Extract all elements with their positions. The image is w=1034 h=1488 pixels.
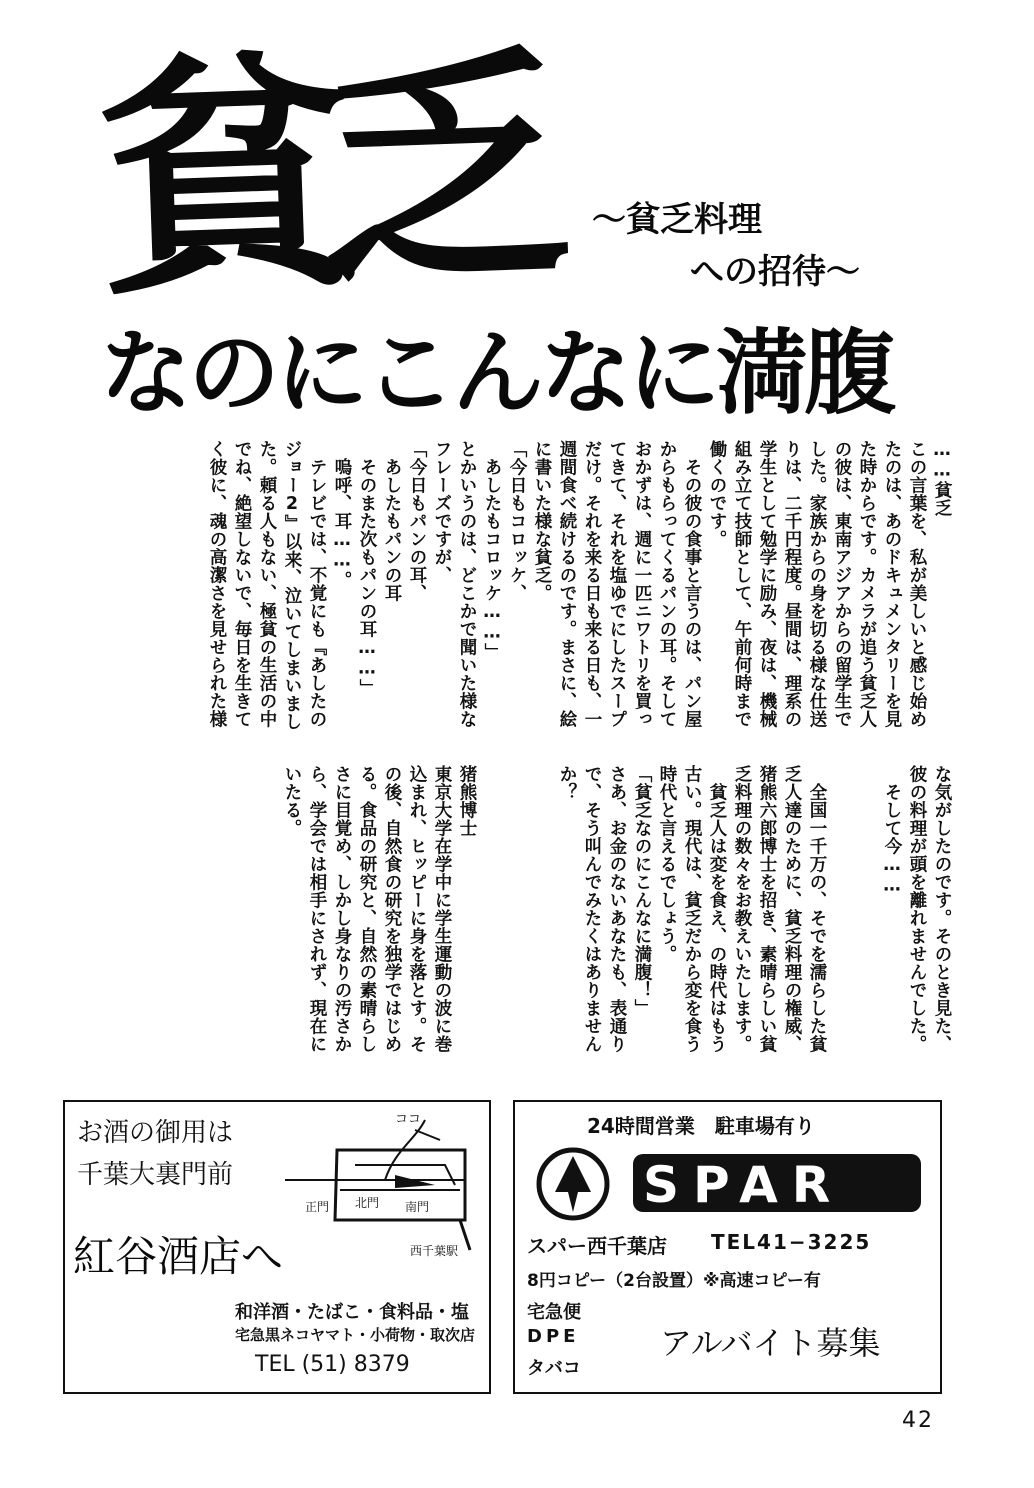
ad-left-tel: TEL (51) 8379 bbox=[255, 1352, 410, 1377]
ad-right-recruit: アルバイト募集 bbox=[660, 1324, 881, 1362]
headline: なのにこんなに満腹 bbox=[100, 319, 893, 427]
ad-left-goods2: 宅急黒ネコヤマト・小荷物・取次店 bbox=[235, 1326, 476, 1344]
ad-left-goods1: 和洋酒・たばこ・食料品・塩 bbox=[235, 1302, 469, 1323]
spar-brand: SPAR bbox=[643, 1156, 845, 1214]
map-gate-north: 北門 bbox=[355, 1196, 380, 1210]
ad-left-line1: お酒の御用は bbox=[77, 1118, 234, 1148]
article-lower: な気がしたのです。そのとき見た、彼の料理が頭を離れませんでした。 そして今…… 全国一千万の、そでを濡らした貧乏人達のために、貧乏料理の権威、猪熊六郎博士を招き、素晴らしい貧乏料理の数々をお教えいたします。 貧乏人は変を食え、の時代はもう古い。現代は、貧乏だから変を食う時代と言えるでしょう。 「貧乏なのにこんなに満腹！」 さあ、お金のないあなたも、表通りで、そう叫んでみたくはありませんか？ 猪熊博士 東京大学在学中に学生運動の波に巻込まれ、ヒッピーに身を落とす。その後、自然食の研究を独学ではじめる。食品の研究と、自然の素晴らしさに目覚め、しかし身なりの汚さから、学会では相手にされず、現在にいたる。 bbox=[282, 765, 952, 1053]
ad-right-store: スパー西千葉店 bbox=[527, 1234, 667, 1258]
map-gate-main: 正門 bbox=[305, 1200, 330, 1214]
title-main: 貧乏 bbox=[95, 20, 545, 330]
spar-logo-icon bbox=[535, 1146, 611, 1222]
spar-brand-box bbox=[633, 1154, 921, 1212]
page-number: 42 bbox=[902, 1408, 934, 1433]
ad-right-service3: タバコ bbox=[527, 1358, 581, 1379]
subtitle-line2: への招待～ bbox=[690, 252, 860, 292]
article-upper: ……貧乏 この言葉を、私が美しいと感じ始めたのは、あのドキュメンタリーを見た時からです。カメラが追う貧乏人の彼は、東南アジアからの留学生でした。家族からの身を切る様な仕送りは、二千円程度。昼間は、理系の学生として勉学に励み、夜は、機械組み立て技師として、午前何時まで働くのです。 その彼の食事と言うのは、パン屋からもらってくるパンの耳。そしておかずは、週に一匹ニワトリを買ってきて、それを塩ゆでにしたスープだけ。それを来る日も来る日も、一週間食べ続けるのです。まさに、絵に書いた様な貧乏。 「今日もコロッケ、 あしたもコロッケ……」 とかいうのは、どこかで聞いた様なフレーズですが、 「今日もパンの耳、 あしたもパンの耳 そのまた次もパンの耳……」 嗚呼、耳……。 テレビでは、不覚にも『あしたのジョー2』以来、泣いてしまいました。頼る人もない、極貧の生活の中でね、絶望しないで、毎日を生きてく彼に、魂の高潔さを見せられた様 bbox=[207, 440, 952, 731]
ad-left-line2: 千葉大裏門前 bbox=[77, 1160, 234, 1190]
ad-spar-store bbox=[513, 1100, 942, 1394]
map-station: 西千葉駅 bbox=[410, 1244, 459, 1258]
map-label-here: ココ bbox=[395, 1112, 422, 1127]
ad-right-hours: 24時間営業 駐車場有り bbox=[587, 1114, 815, 1138]
shop-name: 紅谷酒店へ bbox=[73, 1232, 284, 1281]
ad-right-service1: 宅急便 bbox=[527, 1302, 581, 1323]
ad-right-tel: TEL41−3225 bbox=[711, 1230, 872, 1254]
campus-map bbox=[265, 1110, 485, 1260]
ad-right-service2: DPE bbox=[527, 1326, 580, 1347]
ad-right-copy: 8円コピー（2台設置）※高速コピー有 bbox=[527, 1271, 821, 1291]
map-gate-south: 南門 bbox=[405, 1200, 430, 1214]
ad-sake-shop bbox=[63, 1100, 491, 1394]
subtitle-line1: ～貧乏料理 bbox=[592, 200, 762, 240]
